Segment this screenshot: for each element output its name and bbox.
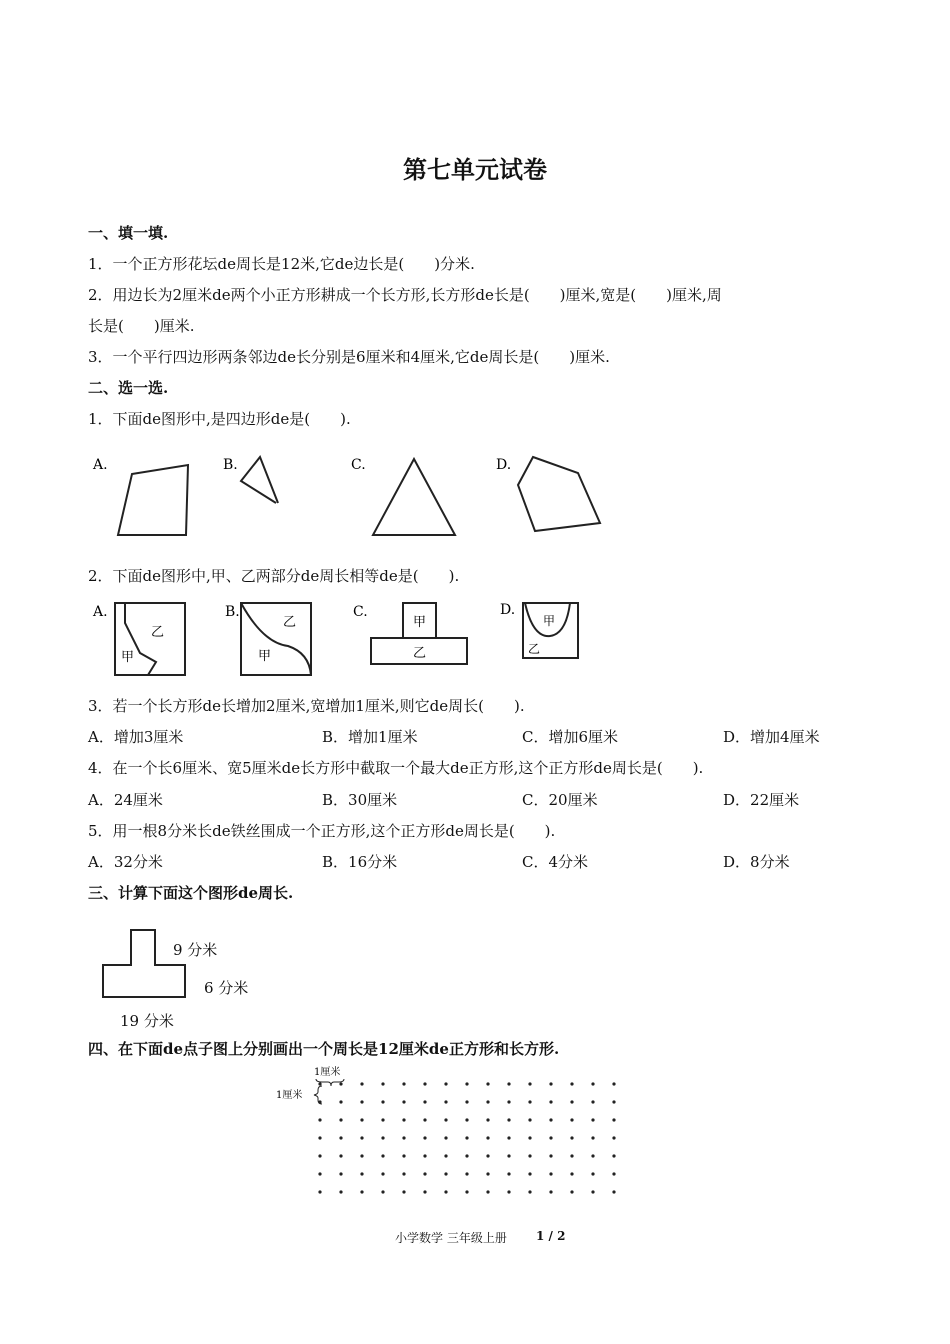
grid-dot: [528, 1100, 531, 1103]
grid-dot: [591, 1172, 594, 1175]
grid-dot: [444, 1154, 447, 1157]
grid-dot: [339, 1118, 342, 1121]
label-yi: 乙: [151, 625, 165, 640]
grid-dot: [570, 1082, 573, 1085]
figure-label-b: B.: [225, 604, 240, 620]
option-a: A．24厘米: [88, 791, 163, 809]
grid-dot: [486, 1136, 489, 1139]
figure-label-d: D.: [500, 602, 516, 618]
figure-label-a: A.: [93, 457, 108, 473]
grid-dot: [570, 1118, 573, 1121]
grid-dot: [381, 1100, 384, 1103]
grid-dot: [570, 1136, 573, 1139]
grid-dot: [402, 1190, 405, 1193]
grid-dot: [465, 1190, 468, 1193]
grid-dot: [318, 1154, 321, 1157]
grid-dot: [339, 1136, 342, 1139]
fill-question-1: 1．一个正方形花坛de周长是12米,它de边长是( )分米.: [88, 255, 475, 273]
label-jia: 甲: [258, 649, 272, 664]
grid-dot: [318, 1190, 321, 1193]
grid-dot: [612, 1118, 615, 1121]
figure-label-c: C.: [353, 604, 368, 620]
grid-dot: [528, 1154, 531, 1157]
grid-dot: [570, 1100, 573, 1103]
grid-dot: [402, 1154, 405, 1157]
grid-dot: [528, 1082, 531, 1085]
grid-dot: [381, 1172, 384, 1175]
option-c: C．20厘米: [522, 791, 598, 809]
section-heading-choice: 二、选一选.: [88, 379, 169, 397]
grid-dot: [465, 1172, 468, 1175]
dots-group: [318, 1082, 615, 1193]
grid-dot: [528, 1118, 531, 1121]
triangle-shape: [373, 459, 455, 535]
grid-dot: [528, 1136, 531, 1139]
grid-dot: [591, 1154, 594, 1157]
option-d: D．增加4厘米: [723, 728, 820, 746]
figure-label-d: D.: [496, 457, 512, 473]
open-quadrilateral-shape: [241, 457, 278, 503]
figure-label-b: B.: [223, 457, 238, 473]
grid-dot: [612, 1136, 615, 1139]
grid-dot: [402, 1172, 405, 1175]
choice-question-4: 4．在一个长6厘米、宽5厘米de长方形中截取一个最大de正方形,这个正方形de周长是( ).: [88, 759, 704, 777]
grid-dot: [444, 1190, 447, 1193]
grid-dot: [444, 1118, 447, 1121]
choice-question-1: 1．下面de图形中,是四边形de是( ).: [88, 410, 351, 428]
grid-dot: [444, 1100, 447, 1103]
choice-question-3: 3．若一个长方形de长增加2厘米,宽增加1厘米,则它de周长( ).: [88, 697, 525, 715]
grid-dot: [318, 1100, 321, 1103]
grid-dot: [591, 1082, 594, 1085]
footer-course: 小学数学 三年级上册: [395, 1231, 507, 1245]
grid-dot: [507, 1172, 510, 1175]
grid-dot: [612, 1082, 615, 1085]
grid-dot: [486, 1082, 489, 1085]
grid-dot: [339, 1172, 342, 1175]
label-yi: 乙: [528, 642, 541, 656]
grid-dot: [486, 1100, 489, 1103]
grid-dot: [423, 1118, 426, 1121]
option-d: D．22厘米: [723, 791, 800, 809]
grid-dot: [402, 1082, 405, 1085]
grid-dot: [507, 1082, 510, 1085]
grid-dot: [360, 1190, 363, 1193]
fill-question-2-cont: 长是( )厘米.: [88, 317, 195, 335]
grid-dot: [612, 1172, 615, 1175]
grid-dot: [465, 1118, 468, 1121]
grid-dot: [465, 1154, 468, 1157]
grid-dot: [570, 1190, 573, 1193]
option-c: C．增加6厘米: [522, 728, 619, 746]
grid-dot: [507, 1154, 510, 1157]
footer-page-number: 1 / 2: [536, 1229, 566, 1243]
grid-dot: [444, 1172, 447, 1175]
grid-dot: [612, 1154, 615, 1157]
option-a: A．32分米: [88, 853, 163, 871]
square-b: [241, 603, 311, 675]
grid-dot: [486, 1190, 489, 1193]
grid-dot: [423, 1190, 426, 1193]
quadrilateral-figures: [88, 445, 628, 545]
choice-question-2: 2．下面de图形中,甲、乙两部分de周长相等de是( ).: [88, 567, 460, 585]
dot-grid: [272, 1062, 672, 1207]
fill-question-3: 3．一个平行四边形两条邻边de长分别是6厘米和4厘米,它de周长是( )厘米.: [88, 348, 610, 366]
choice-question-5: 5．用一根8分米长de铁丝围成一个正方形,这个正方形de周长是( ).: [88, 822, 556, 840]
grid-dot: [612, 1100, 615, 1103]
grid-dot: [402, 1118, 405, 1121]
grid-dot: [549, 1118, 552, 1121]
grid-dot: [339, 1100, 342, 1103]
label-yi: 乙: [413, 646, 427, 661]
label-6dm: 6 分米: [204, 979, 249, 997]
grid-dot: [486, 1154, 489, 1157]
grid-dot: [360, 1154, 363, 1157]
grid-dot: [381, 1118, 384, 1121]
option-b: B．16分米: [322, 853, 398, 871]
grid-dot: [549, 1100, 552, 1103]
section-heading-draw: 四、在下面de点子图上分别画出一个周长是12厘米de正方形和长方形.: [88, 1040, 560, 1058]
grid-dot: [591, 1136, 594, 1139]
grid-dot: [612, 1190, 615, 1193]
section-heading-fill: 一、填一填.: [88, 224, 169, 242]
grid-dot: [423, 1100, 426, 1103]
grid-dot: [318, 1136, 321, 1139]
grid-dot: [423, 1154, 426, 1157]
quadrilateral-shape: [118, 465, 188, 535]
figure-label-c: C.: [351, 457, 366, 473]
grid-dot: [570, 1154, 573, 1157]
grid-dot: [549, 1136, 552, 1139]
t-shape-figure: [95, 925, 205, 1005]
grid-dot: [549, 1190, 552, 1193]
grid-dot: [360, 1118, 363, 1121]
grid-dot: [465, 1136, 468, 1139]
label-19dm: 19 分米: [120, 1012, 174, 1030]
grid-dot: [381, 1082, 384, 1085]
grid-dot: [570, 1172, 573, 1175]
grid-dot: [528, 1172, 531, 1175]
unit-label-vertical: 1厘米: [276, 1090, 303, 1101]
option-d: D．8分米: [723, 853, 790, 871]
grid-dot: [549, 1172, 552, 1175]
grid-dot: [507, 1118, 510, 1121]
grid-dot: [444, 1136, 447, 1139]
curve-divider-b: [241, 603, 311, 675]
grid-dot: [381, 1190, 384, 1193]
page-title: 第七单元试卷: [403, 155, 547, 184]
unit-label-horizontal: 1厘米: [314, 1067, 341, 1078]
grid-dot: [360, 1100, 363, 1103]
grid-dot: [486, 1118, 489, 1121]
grid-dot: [339, 1082, 342, 1085]
grid-dot: [507, 1100, 510, 1103]
grid-dot: [360, 1172, 363, 1175]
grid-dot: [381, 1136, 384, 1139]
label-yi: 乙: [283, 615, 297, 630]
label-jia: 甲: [413, 615, 427, 630]
option-b: B．30厘米: [322, 791, 398, 809]
grid-dot: [318, 1118, 321, 1121]
fill-question-2: 2．用边长为2厘米de两个小正方形耕成一个长方形,长方形de长是( )厘米,宽是( )厘米,周: [88, 286, 722, 304]
section-heading-perimeter: 三、计算下面这个图形de周长.: [88, 884, 294, 902]
grid-dot: [423, 1136, 426, 1139]
label-jia: 甲: [121, 650, 135, 665]
label-9dm: 9 分米: [173, 941, 218, 959]
grid-dot: [423, 1082, 426, 1085]
grid-dot: [402, 1100, 405, 1103]
pentagon-shape: [518, 457, 600, 531]
grid-dot: [591, 1190, 594, 1193]
grid-dot: [360, 1136, 363, 1139]
label-jia: 甲: [543, 614, 556, 628]
option-a: A．增加3厘米: [88, 728, 184, 746]
grid-dot: [381, 1154, 384, 1157]
grid-dot: [507, 1136, 510, 1139]
grid-dot: [507, 1190, 510, 1193]
grid-dot: [318, 1082, 321, 1085]
option-c: C．4分米: [522, 853, 589, 871]
figure-label-a: A.: [93, 604, 108, 620]
grid-dot: [591, 1118, 594, 1121]
grid-dot: [339, 1190, 342, 1193]
grid-dot: [549, 1082, 552, 1085]
grid-dot: [486, 1172, 489, 1175]
grid-dot: [528, 1190, 531, 1193]
grid-dot: [465, 1082, 468, 1085]
grid-dot: [549, 1154, 552, 1157]
grid-dot: [402, 1136, 405, 1139]
grid-dot: [318, 1172, 321, 1175]
grid-dot: [339, 1154, 342, 1157]
grid-dot: [591, 1100, 594, 1103]
grid-dot: [360, 1082, 363, 1085]
grid-dot: [444, 1082, 447, 1085]
grid-dot: [465, 1100, 468, 1103]
option-b: B．增加1厘米: [322, 728, 418, 746]
grid-dot: [423, 1172, 426, 1175]
perimeter-compare-figures: [88, 598, 588, 683]
